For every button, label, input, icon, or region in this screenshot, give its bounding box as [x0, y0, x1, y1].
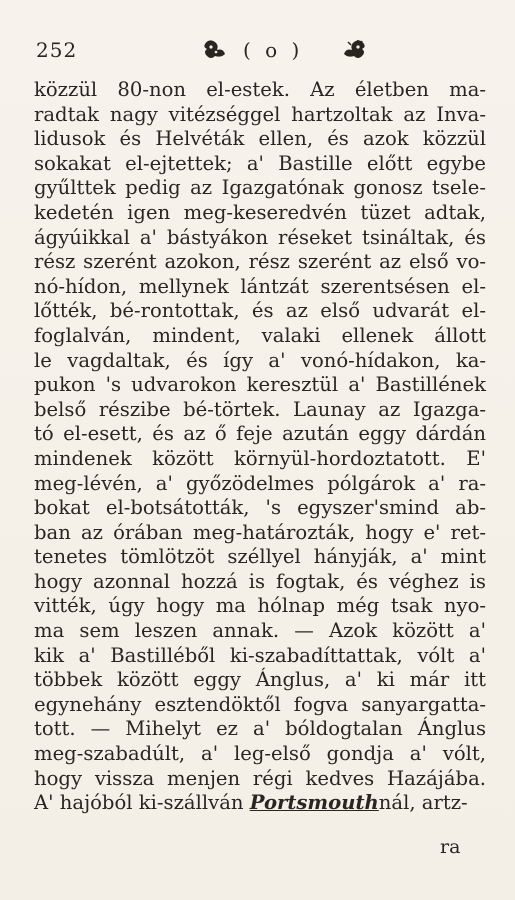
- text-line: radtak nagy vitézséggel hartzoltak az Inva-: [34, 102, 486, 126]
- text-line: hogy vissza menjen régi kedves Hazájába.: [34, 766, 486, 790]
- text-line: tó el-esett, és az ő feje azután eggy dárdán: [34, 422, 486, 446]
- text-line: bokat el-botsátották, 's egyszer'smind ab-: [34, 496, 486, 520]
- text-line: többek között eggy Ánglus, a' ki már itt: [34, 668, 486, 692]
- page-number: 252: [36, 38, 78, 62]
- text-line-last: [34, 791, 486, 816]
- text-line: közzül 80-non el-estek. Az életben ma-: [34, 78, 486, 101]
- text-line: foglalván, mindent, valaki ellenek állott: [34, 323, 486, 347]
- catchword: ra: [440, 836, 461, 858]
- text-line: belső részibe bé-törtek. Launay az Igazga-: [34, 397, 486, 421]
- text-line: lidusok és Helvéták ellen, és azok közzül: [34, 127, 486, 151]
- text-line: lőtték, bé-rontottak, és az első udvarát el-: [34, 299, 486, 323]
- page-header: [28, 38, 475, 68]
- text-line: tenetes tömlötzöt széllyel hányják, a' mint: [34, 545, 486, 569]
- body-text: [34, 78, 486, 816]
- text-line: ban az órában meg-határozták, hogy e' ret-: [34, 520, 486, 544]
- text-line: le vagdaltak, és így a' vonó-hídakon, ka-: [34, 348, 486, 372]
- text-fragment: nál, artz-: [378, 791, 468, 815]
- text-line: ma sem leszen annak. — Azok között a': [34, 619, 486, 643]
- text-fragment: A' hajóból ki-szállván: [34, 791, 250, 815]
- place-name: Portsmouth: [249, 791, 379, 815]
- text-line: nó-hídon, mellynek lántzát szerentsésen el-: [34, 274, 486, 298]
- text-line: hogy azonnal hozzá is fogtak, és véghez is: [34, 569, 486, 593]
- text-line: gyűlttek pedig az Igazgatónak gonosz tsele-: [34, 176, 486, 200]
- fleuron-left-icon: [201, 36, 229, 64]
- text-line: kik a' Bastilléből ki-szabadíttattak, vólt a': [34, 643, 486, 667]
- text-line: kedetén igen meg-keseredvén tüzet adtak,: [34, 200, 486, 224]
- text-line: tott. — Mihelyt ez a' bóldogtalan Ánglus: [34, 717, 486, 741]
- text-line: sokakat el-ejtettek; a' Bastille előtt egybe: [34, 151, 486, 175]
- text-line: rész szerént azokon, rész szerént az első vo-: [34, 250, 486, 274]
- text-line: pukon 's udvarokon keresztül a' Bastillének: [34, 373, 486, 397]
- header-ornament-text: ( o ): [243, 38, 304, 62]
- text-line: meg-szabadúlt, a' leg-első gondja a' vólt,: [34, 742, 486, 766]
- text-line: egynehány esztendöktől fogva sanyargatta-: [34, 692, 486, 716]
- text-line: meg-lévén, a' győzödelmes pólgárok a' ra-: [34, 471, 486, 495]
- text-line: ágyúikkal a' bástyákon réseket tsináltak, és: [34, 225, 486, 249]
- text-line: vitték, úgy hogy ma hólnap még tsak nyo-: [34, 594, 486, 618]
- fleuron-right-icon: [340, 36, 368, 64]
- text-line: mindenek között környül-hordoztatott. E': [34, 446, 486, 470]
